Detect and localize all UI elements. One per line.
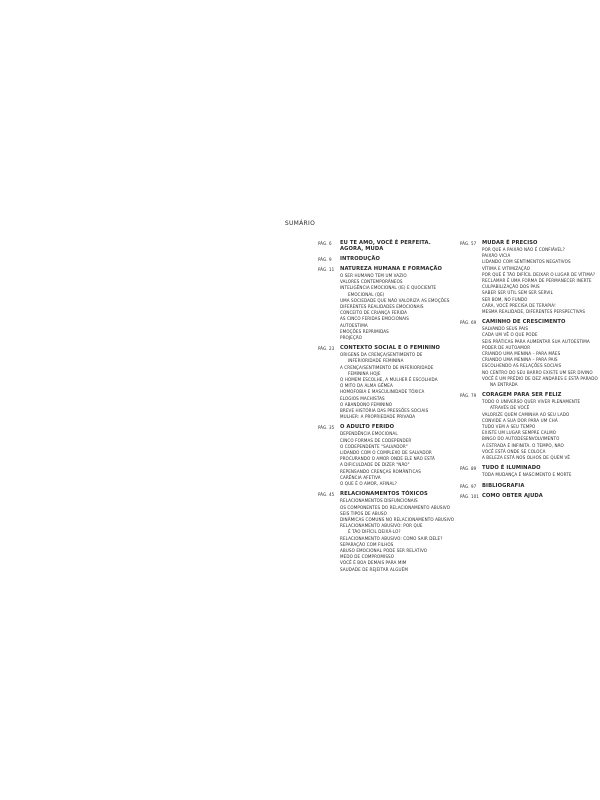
toc-entry xyxy=(460,465,592,478)
subtopic-item: CRIANDO UMA MENINA – PARA MÃES xyxy=(482,351,561,357)
toc-entry xyxy=(460,392,592,461)
toc-entry xyxy=(318,424,450,487)
subtopic-item: A BELEZA ESTÁ NOS OLHOS DE QUEM VÊ xyxy=(482,455,571,461)
subtopic-item: RELACIONAMENTOS DISFUNCIONAIS xyxy=(340,498,418,504)
toc-entry xyxy=(318,256,450,262)
subtopic-item: SABER SER ÚTIL SEM SER SERVIL xyxy=(482,290,553,296)
subtopic-item: ESCOLHENDO AS RELAÇÕES SOCIAIS xyxy=(482,363,562,369)
chapter-title: CAMINHO DE CRESCIMENTO xyxy=(482,319,566,326)
subtopic-item: UMA SOCIEDADE QUE NÃO VALORIZA AS EMOÇÕES xyxy=(340,297,450,303)
chapter-title: RELACIONAMENTOS TÓXICOS xyxy=(340,491,428,498)
subtopic-list xyxy=(340,498,455,572)
toc-entry xyxy=(460,483,592,489)
subtopic-item: CONCEITO DE CRIANÇA FERIDA xyxy=(340,310,408,316)
page-number: PÁG. 23 xyxy=(318,346,335,352)
subtopic-item: INFERIORIDADE FEMININA xyxy=(348,358,404,364)
subtopic-item: EMOÇÕES REPRIMIDAS xyxy=(340,328,389,334)
toc-entry-heading xyxy=(460,240,592,246)
subtopic-item: MULHER: A PROPRIEDADE PRIVADA xyxy=(340,414,416,420)
page-number: PÁG. 97 xyxy=(460,483,477,489)
chapter-title: NATUREZA HUMANA E FORMAÇÃO xyxy=(340,266,443,272)
subtopic-item: SEIS TIPOS DE ABUSO xyxy=(340,510,387,516)
toc-title: SUMÁRIO xyxy=(284,220,316,227)
subtopic-list xyxy=(482,247,596,315)
subtopic-item: O MITO DA ALMA GÊMEA xyxy=(340,383,393,389)
page-number: PÁG. 89 xyxy=(460,466,477,472)
subtopic-item: NO CENTRO DO SEU BARRO EXISTE UM SER DIVINO xyxy=(482,369,593,375)
page-number: PÁG. 69 xyxy=(460,320,477,326)
chapter-title: INTRODUÇÃO xyxy=(340,256,380,262)
subtopic-item: INTELIGÊNCIA EMOCIONAL (IE) E QUOCIENTE xyxy=(340,285,437,291)
subtopic-item: PROCURANDO O AMOR ONDE ELE NÃO ESTÁ xyxy=(340,456,435,462)
subtopic-item: PODER DE AUTOAMOR xyxy=(482,344,531,350)
toc-entry-heading xyxy=(318,491,450,497)
subtopic-item: BREVE HISTÓRIA DAS PRESSÕES SOCIAIS xyxy=(340,408,429,414)
subtopic-item: ELOGIOS MACHISTAS xyxy=(340,395,385,401)
subtopic-item: O SER HUMANO TEM UM VAZIO xyxy=(340,273,407,278)
toc-entry xyxy=(460,493,592,499)
subtopic-item: O HOMEM ESCOLHE, A MULHER É ESCOLHIDA xyxy=(340,377,438,383)
toc-entry-heading xyxy=(318,424,450,430)
toc-right-column xyxy=(460,240,598,503)
subtopic-item: NA ENTRADA xyxy=(490,382,518,388)
toc-entry-heading xyxy=(460,319,592,325)
toc-entry-heading xyxy=(318,345,450,351)
chapter-title: CORAGEM PARA SER FELIZ xyxy=(482,392,562,399)
subtopic-item: CRIANDO UMA MENINA – PARA PAIS xyxy=(482,357,558,363)
chapter-title: MUDAR É PRECISO xyxy=(482,240,538,246)
subtopic-item: CARÊNCIA AFETIVA xyxy=(340,474,381,480)
toc-entry xyxy=(460,319,598,388)
subtopic-item: RELACIONAMENTO ABUSIVO: POR QUE xyxy=(340,523,423,529)
subtopic-item: CINCO FORMAS DE CODEPENDER xyxy=(340,437,412,443)
chapter-title: CONTEXTO SOCIAL E O FEMININO xyxy=(340,345,440,352)
toc-entry-heading xyxy=(460,392,592,398)
toc-entry-heading xyxy=(318,256,450,262)
page-number: PÁG. 57 xyxy=(460,241,477,246)
subtopic-item: CONVIDE A SUA DOR PARA UM CHÁ xyxy=(482,417,558,423)
toc-entry-heading xyxy=(460,483,592,489)
subtopic-item: O ABANDONO FEMININO xyxy=(340,401,393,407)
subtopic-list xyxy=(340,352,450,420)
subtopic-list xyxy=(482,326,598,388)
toc-entry xyxy=(318,266,450,341)
chapter-title: COMO OBTER AJUDA xyxy=(482,492,543,499)
subtopic-item: SAUDADE DE REJEITAR ALGUÉM xyxy=(340,566,408,572)
subtopic-item: SALVANDO SEUS PAIS xyxy=(482,326,529,332)
subtopic-item: DEPENDÊNCIA EMOCIONAL xyxy=(340,431,398,437)
subtopic-item: AS CINCO FERIDAS EMOCIONAIS xyxy=(340,316,409,322)
subtopic-item: VÍTIMA E VITIMIZAÇÃO xyxy=(482,265,531,271)
toc-entry xyxy=(318,491,455,572)
subtopic-item: MESMA REALIDADE, DIFERENTES PERSPECTIVAS xyxy=(482,309,586,315)
subtopic-item: LIDANDO COM SENTIMENTOS NEGATIVOS xyxy=(482,259,571,265)
subtopic-item: SEPARAÇÃO COM FILHOS xyxy=(340,541,394,547)
subtopic-item: RECLAMAR É UMA FORMA DE PERMANECER INERTE xyxy=(482,278,592,284)
page-number: PÁG. 101 xyxy=(460,493,479,499)
chapter-title: TUDO É ILUMINADO xyxy=(482,465,541,472)
subtopic-item: VOCÊ É BOA DEMAIS PARA MIM xyxy=(340,560,407,566)
subtopic-item: ATRAVÉS DE VOCÊ xyxy=(490,405,530,411)
subtopic-list xyxy=(482,472,592,478)
subtopic-item: A ESTRADA É INFINITA. O TEMPO, NÃO xyxy=(482,442,564,448)
chapter-title: EU TE AMO, VOCÊ É PERFEITA. AGORA, MUDA xyxy=(340,240,431,252)
subtopic-item: É TÃO DIFÍCIL DEIXÁ-LO? xyxy=(348,529,401,535)
subtopic-list xyxy=(340,431,450,487)
toc-entry-heading xyxy=(460,493,592,499)
subtopic-item: O CODEPENDENTE "SALVADOR" xyxy=(340,443,408,449)
page-number: PÁG. 9 xyxy=(318,257,332,262)
subtopic-item: A CRENÇA/SENTIMENTO DE INFERIORIDADE xyxy=(340,364,434,370)
subtopic-item: DINÂMICAS COMUNS NO RELACIONAMENTO ABUSIVO xyxy=(340,516,455,522)
subtopic-item: VOCÊ É UM PRÉDIO DE DEZ ANDARES E ESTÁ PARADO xyxy=(482,375,598,381)
subtopic-item: PAIXÃO VICIA xyxy=(482,253,511,259)
subtopic-item: REPENSANDO CRENÇAS ROMÂNTICAS xyxy=(340,468,421,474)
page-number: PÁG. 35 xyxy=(318,425,335,431)
subtopic-item: CULPABILIZAÇÃO DOS PAIS xyxy=(482,284,540,290)
subtopic-item: TODA MUDANÇA É NASCIMENTO E MORTE xyxy=(482,472,572,478)
subtopic-item: VALORIZE QUEM CAMINHA AO SEU LADO xyxy=(482,411,570,417)
subtopic-item: A DIFICULDADE DE DIZER "NÃO" xyxy=(340,462,410,468)
subtopic-item: PROJEÇÃO xyxy=(340,335,362,341)
subtopic-item: SEIS PRÁTICAS PARA AUMENTAR SUA AUTOESTIMA xyxy=(482,338,590,344)
subtopic-item: ORIGENS DA CRENÇA/SENTIMENTO DE xyxy=(340,352,423,358)
subtopic-item: VALORES CONTEMPORÂNEOS xyxy=(340,279,403,285)
subtopic-item: HOMOFOBIA E MASCULINIDADE TÓXICA xyxy=(340,389,425,395)
subtopic-item: CADA UM VÊ O QUE PODE xyxy=(482,332,538,338)
chapter-title: O ADULTO FERIDO xyxy=(340,424,395,431)
subtopic-item: TUDO VEM A SEU TEMPO xyxy=(482,424,536,430)
subtopic-item: SER BOM, NO FUNDO xyxy=(482,296,528,302)
toc-entry xyxy=(460,240,596,315)
chapter-title: BIBLIOGRAFIA xyxy=(482,482,525,489)
subtopic-item: POR QUE A PAIXÃO NÃO É CONFIÁVEL? xyxy=(482,247,565,252)
subtopic-item: DIFERENTES REALIDADES EMOCIONAIS xyxy=(340,304,424,310)
page-number: PÁG. 45 xyxy=(318,492,335,498)
toc-entry xyxy=(318,240,450,252)
toc-entry-heading xyxy=(318,266,450,272)
subtopic-item: TODO O UNIVERSO QUER VIVER PLENAMENTE xyxy=(482,399,581,405)
subtopic-item: VOCÊ ESTÁ ONDE SE COLOCA xyxy=(482,448,546,454)
page-number: PÁG. 6 xyxy=(318,241,332,246)
subtopic-item: CARA, VOCÊ PRECISA DE TERAPIA! xyxy=(482,302,556,308)
subtopic-list xyxy=(482,399,592,461)
subtopic-item: AUTOESTIMA xyxy=(340,322,368,328)
subtopic-item: BINGO DO AUTODESENVOLVIMENTO xyxy=(482,436,560,442)
subtopic-item: ABUSO EMOCIONAL PODE SER RELATIVO xyxy=(340,547,428,553)
subtopic-item: O QUE É O AMOR, AFINAL? xyxy=(340,481,398,487)
toc-entry-heading xyxy=(460,465,592,471)
subtopic-item: OS COMPONENTES DO RELACIONAMENTO ABUSIVO xyxy=(340,504,451,510)
page-number: PÁG. 79 xyxy=(460,393,477,399)
subtopic-list xyxy=(340,273,450,341)
subtopic-item: POR QUE É TÃO DIFÍCIL DEIXAR O LUGAR DE VÍTIMA? xyxy=(482,271,596,277)
toc-entry-heading xyxy=(318,240,450,252)
page-number: PÁG. 11 xyxy=(318,267,335,272)
subtopic-item: FEMININA HOJE xyxy=(348,370,381,376)
toc-left-column xyxy=(318,240,455,577)
subtopic-item: RELACIONAMENTO ABUSIVO: COMO SAIR DELE? xyxy=(340,535,443,541)
toc-entry xyxy=(318,345,450,420)
subtopic-item: MEDO DE COMPROMISSO xyxy=(340,554,395,560)
subtopic-item: EMOCIONAL (QE) xyxy=(348,291,385,297)
subtopic-item: EXISTE UM LUGAR SEMPRE CALMO xyxy=(482,430,557,436)
subtopic-item: LIDANDO COM O COMPLEXO DE SALVADOR xyxy=(340,450,432,456)
